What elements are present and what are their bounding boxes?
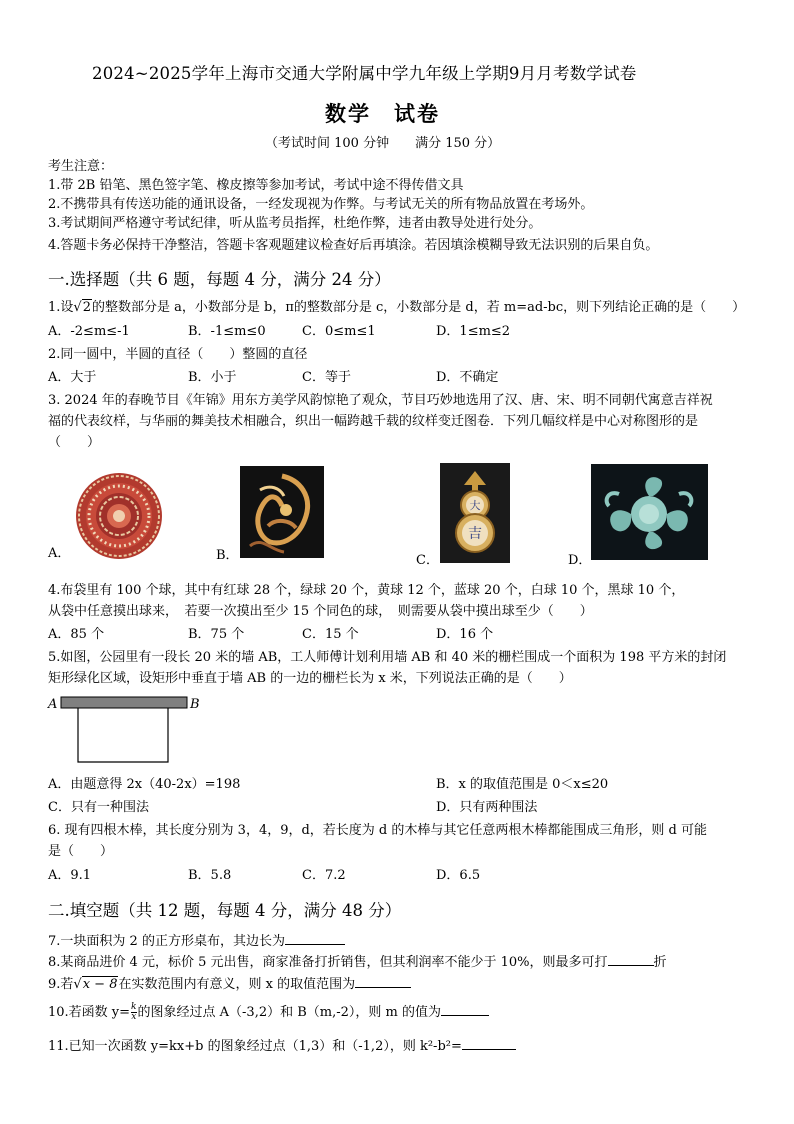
q5-option-a: A．由题意得 2x（40-2x）=198 bbox=[48, 777, 241, 792]
q6-option-b: B．5.8 bbox=[188, 868, 232, 883]
question-10 bbox=[48, 1003, 489, 1022]
exam-title: 2024~2025学年上海市交通大学附属中学九年级上学期9月月考数学试卷 bbox=[92, 64, 637, 83]
fraction bbox=[131, 1003, 136, 1022]
question-6-line1: 6. 现有四根木棒，其长度分别为 3，4，9，d，若长度为 d 的木棒与其它任意两根木棒都能围成三角形，则 d 可能 bbox=[48, 823, 707, 838]
q2-option-b: B．小于 bbox=[188, 370, 237, 385]
q8-text: 8.某商品进价 4 元，标价 5 元出售，商家准备打折销售，但其利润率不能少于 10%，则最多可打 bbox=[48, 955, 608, 970]
exam-info: （考试时间 100 分钟 满分 150 分） bbox=[265, 136, 501, 151]
badge-char-1: 大 bbox=[469, 499, 481, 512]
answer-blank[interactable] bbox=[441, 1003, 489, 1016]
section-title: 一.选择题（共 6 题，每题 4 分，满分 24 分） bbox=[48, 270, 391, 289]
q10-prefix: 10.若函数 y= bbox=[48, 1005, 131, 1020]
q4-option-a: A．85 个 bbox=[48, 627, 105, 642]
q1-option-c: C．0≤m≤1 bbox=[302, 324, 376, 339]
q6-option-c: C．7.2 bbox=[302, 868, 346, 883]
notice-item: 4.答题卡务必保持干净整洁，答题卡客观题建议检查好后再填涂。若因填涂模糊导致无法识别的后果自负。 bbox=[48, 238, 659, 253]
wall-ab bbox=[61, 697, 187, 708]
answer-blank[interactable] bbox=[285, 932, 345, 945]
answer-blank[interactable] bbox=[355, 975, 411, 988]
fence bbox=[78, 708, 168, 762]
q10-text: 的图象经过点 A（-3,2）和 B（m,-2），则 m 的值为 bbox=[137, 1005, 442, 1020]
q2-option-a: A．大于 bbox=[48, 370, 97, 385]
q2-option-c: C．等于 bbox=[302, 370, 351, 385]
q9-prefix: 9.若 bbox=[48, 977, 74, 992]
exam-subtitle: 数学 试卷 bbox=[325, 101, 440, 126]
question-9 bbox=[48, 975, 411, 993]
pattern-c-image bbox=[440, 463, 510, 563]
question-11 bbox=[48, 1037, 516, 1055]
pattern-d-label: D． bbox=[568, 553, 592, 568]
q8-suffix: 折 bbox=[653, 955, 667, 970]
fraction-denominator: x bbox=[131, 1012, 137, 1022]
question-3-line3: （ ） bbox=[48, 435, 101, 450]
sqrt-sign: √ bbox=[73, 300, 82, 315]
question-3-line2: 福的代表纹样，与华丽的舞美技术相融合，织出一幅跨越千载的纹样变迁图卷．下列几幅纹样是中心对称图形的是 bbox=[48, 414, 699, 429]
q1-text: 的整数部分是 a，小数部分是 b，π的整数部分是 c，小数部分是 d，若 m=ad-bc，则下列结论正确的是（ ） bbox=[91, 300, 746, 315]
sqrt-radicand: x − 8 bbox=[82, 977, 118, 992]
question-5-line2: 矩形绿化区域，设矩形中垂直于墙 AB 的一边的栅栏长为 x 米，下列说法正确的是（ ） bbox=[48, 671, 572, 686]
pattern-a-image bbox=[75, 472, 163, 560]
q4-option-c: C．15 个 bbox=[302, 627, 359, 642]
q1-option-d: D．1≤m≤2 bbox=[436, 324, 511, 339]
q7-text: 7.一块面积为 2 的正方形桌布，其边长为 bbox=[48, 934, 285, 949]
q1-option-b: B．-1≤m≤0 bbox=[188, 324, 266, 339]
pattern-a-label: A． bbox=[48, 546, 71, 561]
question-7 bbox=[48, 932, 345, 950]
badge-char-2: 吉 bbox=[468, 526, 482, 542]
sqrt-sign: √ bbox=[73, 977, 82, 992]
wall-fence-diagram bbox=[46, 694, 206, 766]
point-b-label: B bbox=[190, 697, 200, 712]
question-4-line1: 4.布袋里有 100 个球，其中有红球 28 个，绿球 20 个，黄球 12 个，蓝球 20 个，白球 10 个，黑球 10 个， bbox=[48, 583, 685, 598]
notice-item: 1.带 2B 铅笔、黑色签字笔、橡皮擦等参加考试，考试中途不得传借文具 bbox=[48, 178, 464, 193]
q1-option-a: A．-2≤m≤-1 bbox=[48, 324, 130, 339]
answer-blank[interactable] bbox=[608, 953, 654, 966]
q4-option-b: B．75 个 bbox=[188, 627, 245, 642]
question-1 bbox=[48, 300, 745, 316]
notice-heading: 考生注意： bbox=[48, 159, 114, 174]
notice-item: 3.考试期间严格遵守考试纪律，听从监考员指挥，杜绝作弊，违者由教导处进行处分。 bbox=[48, 216, 542, 231]
section-title: 二.填空题（共 12 题，每题 4 分，满分 48 分） bbox=[48, 901, 402, 920]
q11-text: 11.已知一次函数 y=kx+b 的图象经过点（1,3）和（-1,2），则 k²-b²= bbox=[48, 1039, 462, 1054]
q6-option-a: A．9.1 bbox=[48, 868, 92, 883]
fraction-numerator: k bbox=[131, 1002, 137, 1012]
question-8 bbox=[48, 953, 667, 971]
sqrt-radicand: 2 bbox=[82, 300, 91, 315]
point-a-label: A bbox=[48, 697, 58, 712]
pattern-b-label: B． bbox=[216, 548, 239, 563]
q6-option-d: D．6.5 bbox=[436, 868, 481, 883]
answer-blank[interactable] bbox=[462, 1037, 516, 1050]
question-6-line2: 是（ ） bbox=[48, 844, 114, 859]
question-5-line1: 5.如图，公园里有一段长 20 米的墙 AB，工人师傅计划利用墙 AB 和 40 米的栅栏围成一个面积为 198 平方米的封闭 bbox=[48, 650, 727, 665]
q2-option-d: D．不确定 bbox=[436, 370, 499, 385]
question-2: 2.同一圆中，半圆的直径（ ）整圆的直径 bbox=[48, 347, 308, 362]
question-3-line1: 3. 2024 年的春晚节目《年锦》用东方美学风韵惊艳了观众，节目巧妙地选用了汉、唐、宋、明不同朝代寓意吉祥祝 bbox=[48, 393, 713, 408]
notice-item: 2.不携带具有传送功能的通讯设备，一经发现视为作弊。与考试无关的所有物品放置在考场外。 bbox=[48, 197, 594, 212]
pattern-b-image bbox=[240, 466, 324, 558]
q5-option-c: C．只有一种围法 bbox=[48, 800, 149, 815]
q5-option-d: D．只有两种围法 bbox=[436, 800, 538, 815]
q9-text: 在实数范围内有意义，则 x 的取值范围为 bbox=[118, 977, 356, 992]
pattern-c-label: C． bbox=[416, 553, 439, 568]
q5-option-b: B．x 的取值范围是 0＜x≤20 bbox=[436, 777, 609, 792]
q4-option-d: D．16 个 bbox=[436, 627, 494, 642]
question-4-line2: 从袋中任意摸出球来， 若要一次摸出至少 15 个同色的球， 则需要从袋中摸出球至少（ ） bbox=[48, 604, 593, 619]
q1-prefix: 1.设 bbox=[48, 300, 74, 315]
pattern-d-image bbox=[591, 464, 708, 560]
